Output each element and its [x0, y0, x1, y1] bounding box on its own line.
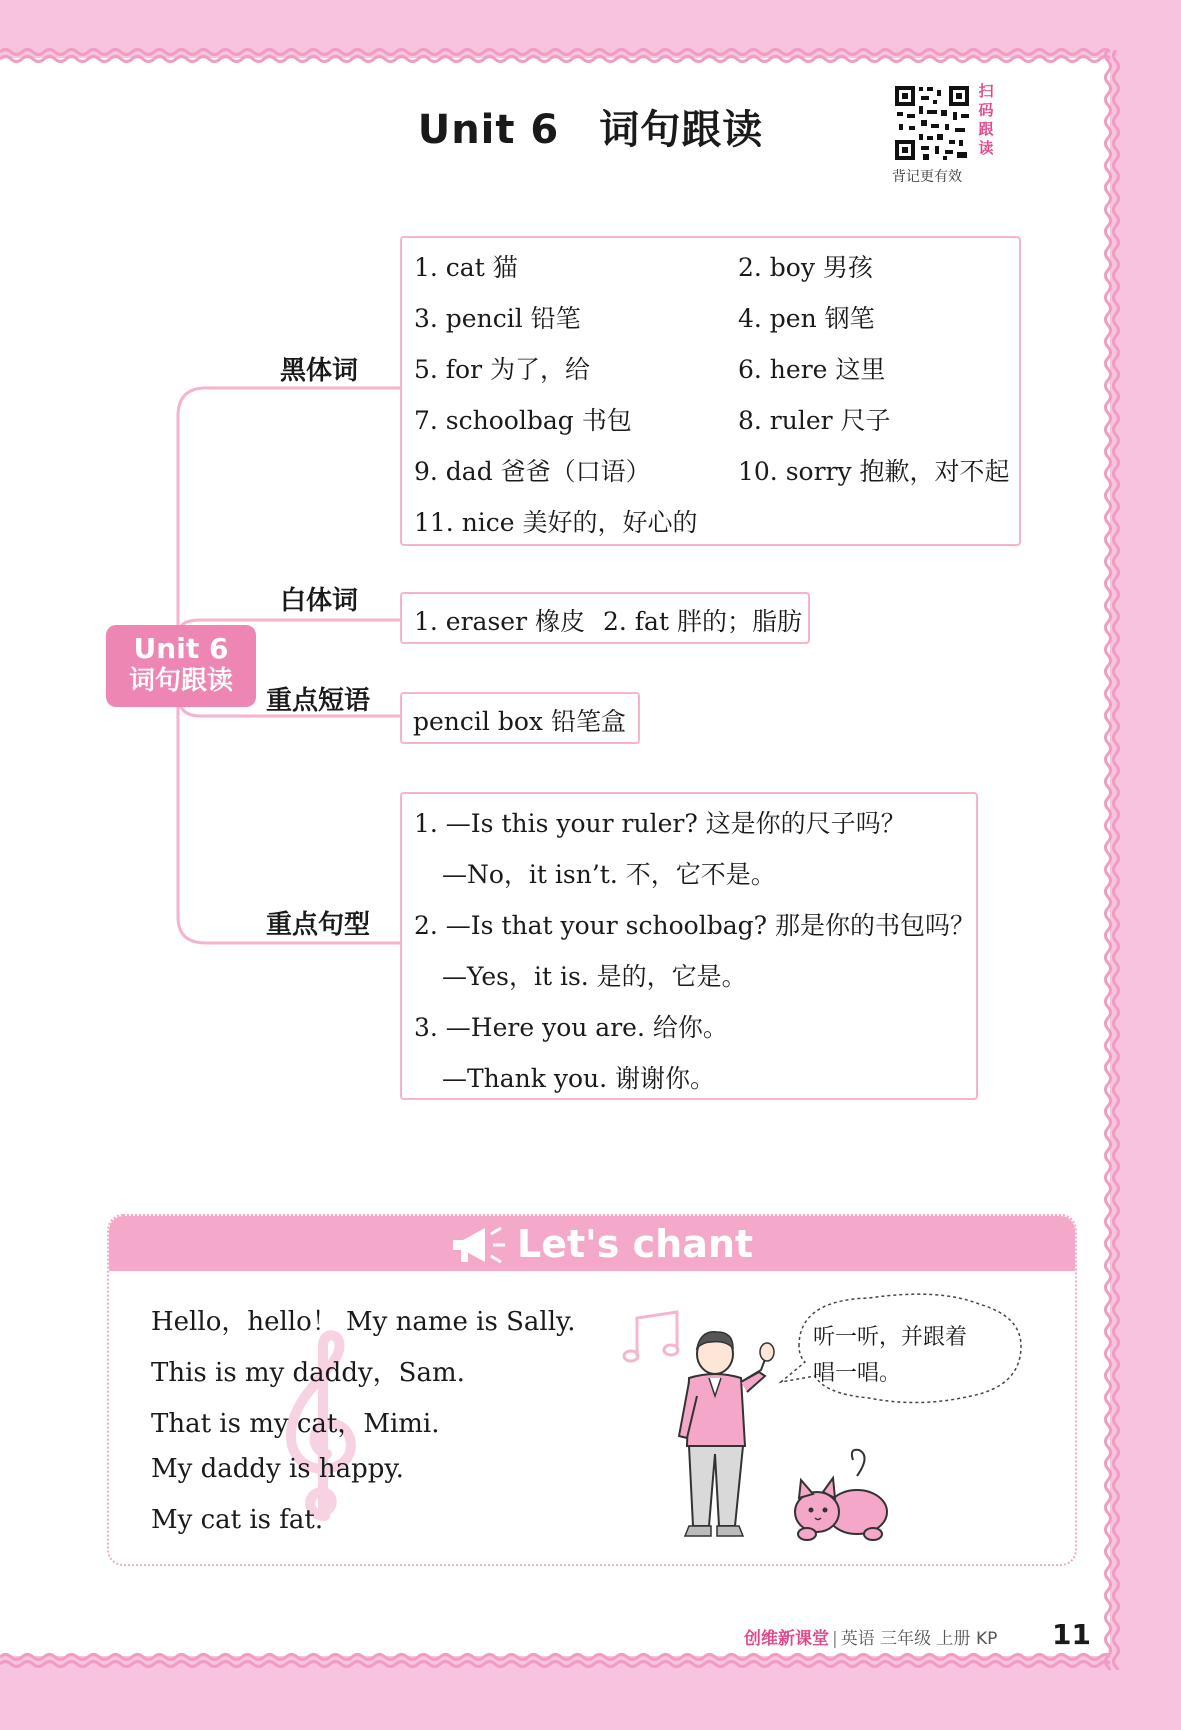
word-item: 4. pen 钢笔 — [738, 304, 875, 333]
phrases-box — [400, 692, 640, 744]
footer: 创维新课堂 | 英语 三年级 上册 KP — [744, 1629, 998, 1649]
page-number: 11 — [1052, 1618, 1091, 1651]
sentence-line: 2. —Is that your schoolbag? 那是你的书包吗？ — [414, 911, 975, 940]
sentence-line: 3. —Here you are. 给你。 — [414, 1013, 728, 1042]
sentence-line: —Thank you. 谢谢你。 — [442, 1064, 716, 1093]
bold-words-label: 黑体词 — [280, 356, 359, 386]
word-item: 2. fat 胖的；脂肪 — [603, 607, 802, 636]
word-item: 1. eraser 橡皮 — [414, 607, 585, 636]
sentence-line: —Yes，it is. 是的，它是。 — [442, 962, 747, 991]
bold-words-box — [400, 236, 1021, 546]
chant-line: This is my daddy，Sam. — [151, 1358, 465, 1388]
word-item: 7. schoolbag 书包 — [414, 406, 632, 435]
bottom-wave-border — [0, 1650, 1110, 1672]
sentence-line: —No，it isn’t. 不，它不是。 — [442, 860, 776, 889]
chant-header — [109, 1216, 1075, 1271]
sentences-box — [400, 792, 978, 1100]
bubble-line: 听一听，并跟着 — [813, 1325, 968, 1350]
word-item: 1. cat 猫 — [414, 253, 518, 282]
qr-sub-label: 背记更有效 — [892, 169, 962, 185]
footer-edition: KP — [975, 1629, 998, 1649]
word-item: 2. boy 男孩 — [738, 253, 873, 282]
footer-subject: 英语 — [840, 1629, 875, 1649]
word-item: 6. here 这里 — [738, 355, 886, 384]
footer-volume: 上册 — [936, 1629, 971, 1649]
qr-label: 扫码跟读 — [978, 82, 994, 157]
bubble-text — [813, 1320, 967, 1392]
word-item: 10. sorry 抱歉，对不起 — [738, 457, 1010, 486]
chant-line: My daddy is happy. — [151, 1454, 404, 1484]
word-item: 9. dad 爸爸（口语） — [414, 457, 651, 486]
phrases-label: 重点短语 — [266, 686, 371, 716]
word-item: 11. nice 美好的，好心的 — [414, 508, 698, 537]
footer-brand: 创维新课堂 — [744, 1629, 829, 1649]
chant-line: Hello，hello！ My name is Sally. — [151, 1307, 576, 1337]
white-words-box — [400, 592, 810, 644]
word-item: 8. ruler 尺子 — [738, 406, 891, 435]
root-unit: Unit 6 — [133, 632, 229, 665]
chant-line: That is my cat，Mimi. — [151, 1409, 440, 1439]
chant-line: My cat is fat. — [151, 1505, 324, 1535]
unit-label: Unit 6 — [417, 107, 560, 153]
word-item: 5. for 为了，给 — [414, 355, 591, 384]
title-text: 词句跟读 — [599, 107, 764, 153]
phrase-item: pencil box 铅笔盒 — [413, 707, 626, 736]
word-item: 3. pencil 铅笔 — [414, 304, 581, 333]
mindmap-root — [106, 625, 256, 707]
megaphone-icon — [447, 1222, 507, 1268]
bubble-line: 唱一唱。 — [813, 1361, 902, 1386]
white-words-label: 白体词 — [280, 586, 359, 616]
chant-section — [107, 1214, 1077, 1566]
root-title: 词句跟读 — [128, 666, 233, 696]
sentences-label: 重点句型 — [266, 910, 371, 940]
cat-illustration — [787, 1446, 897, 1556]
footer-grade: 三年级 — [880, 1629, 932, 1649]
chant-title: Let's chant — [517, 1222, 754, 1266]
sentence-line: 1. —Is this your ruler? 这是你的尺子吗？ — [414, 809, 906, 838]
